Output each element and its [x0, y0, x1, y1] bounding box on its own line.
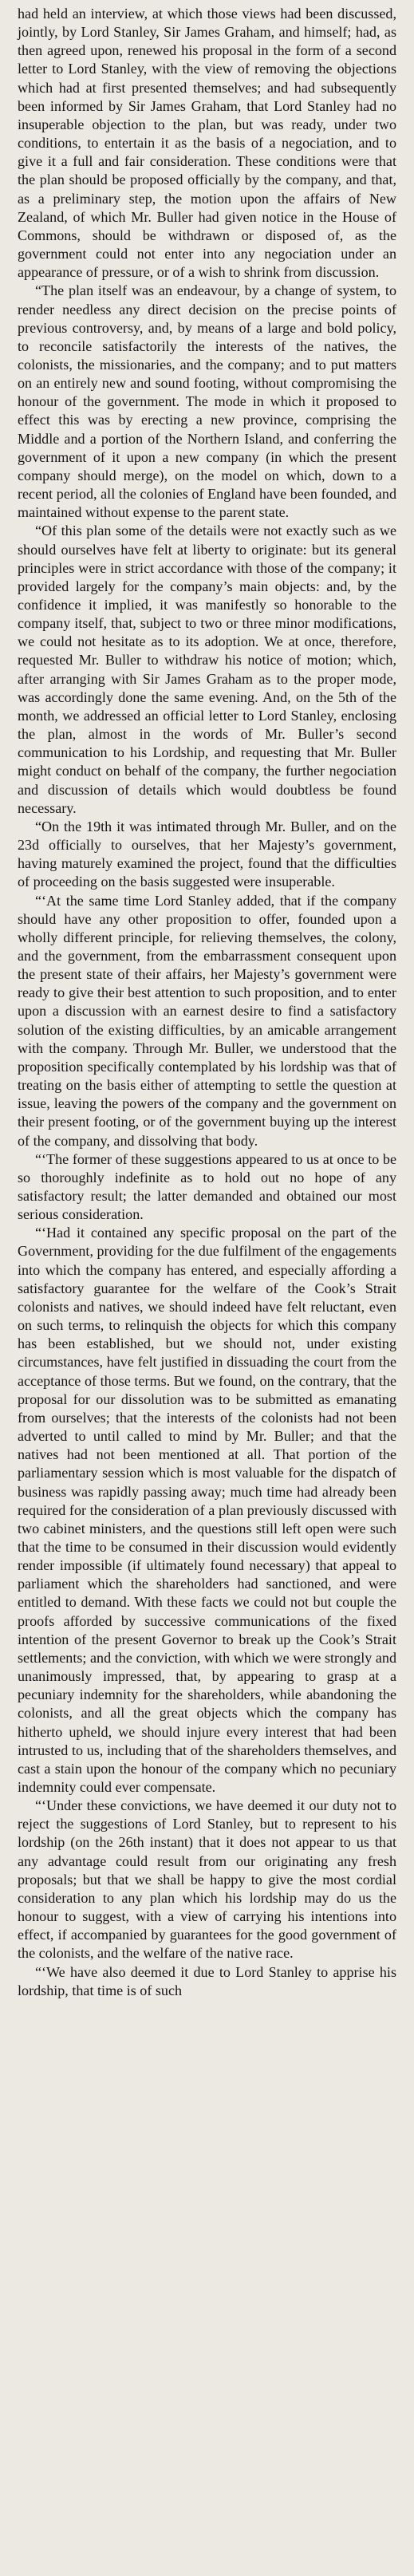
paragraph-1: had held an interview, at which those views had been discussed, jointly, by Lord Stanley, Sir James Graham, and himself; had, as then agreed upon, renewed his proposal in the form of a second letter to Lord Stanley, with the view of removing the objections which had at first presented themselves; and had subsequently been informed by Sir James Graham, that Lord Stanley had no insuperable objection to the plan, but was ready, under two conditions, to entertain it as the basis of a negociation, and to give it a full and fair consideration. These conditions were that the plan should be proposed officially by the company, and that, as a preliminary step, the motion upon the affairs of New Zealand, of which Mr. Buller had given notice in the House of Commons, should be withdrawn or disposed of, as the government could not enter into any negociation under an appearance of pressure, or of a wish to shrink from discussion.: [18, 6, 396, 281]
paragraph-9: “‘We have also deemed it due to Lord Stanley to apprise his lordship, that time is of such: [18, 1963, 396, 1998]
paragraph-7: “‘Had it contained any specific proposal on the part of the Government, providing for the due fulfilment of the engagements into which the company has entered, and especially affording a satisfactory guarantee for the welfare of the Cook’s Strait colonists and natives, we should indeed have felt reluctant, even on such terms, to relinquish the objects for which this company has been established, but we should not, under existing circumstances, have felt justified in dissuading the court from the acceptance of those terms. But we found, on the contrary, that the proposal for our dissolution was to be submitted as emanating from ourselves; that the interests of the colonists had not been adverted to until called to mind by Mr. Buller; and that the natives had not been mentioned at all. That portion of the parliamentary session which is most valuable for the dispatch of business was rapidly passing away; much time had already been required for the consideration of a plan previously discussed with two cabinet ministers, and the questions still left open were such that the time to be consumed in their discussion would evidently render impossible (if ultimately found necessary) that appeal to parliament which the shareholders had sanctioned, and were entitled to demand. With these facts we could not but couple the proofs afforded by successive communications of the fixed intention of the present Governor to break up the Cook’s Strait settlements; and the conviction, with which we were strongly and unanimously impressed, that, by appearing to grasp at a pecuniary indemnity for the shareholders, while abandoning the colonists, and all the great objects which the company has hitherto upheld, we should injure every interest that had been intrusted to us, including that of the shareholders themselves, and cast a stain upon the honour of the company which no pecuniary indemnity could ever compensate.: [18, 1225, 396, 1795]
paragraph-8: “‘Under these convictions, we have deemed it our duty not to reject the suggestions of Lord Stanley, but to represent to his lordship (on the 26th instant) that it does not appear to us that any advantage could result from our originating any fresh proposals; but that we shall be happy to give the most cordial consideration to any plan which his lordship may do us the honour to suggest, with a view of carrying his intentions into effect, if accompanied by guarantees for the good government of the colonists, and the welfare of the native race.: [18, 1797, 396, 1962]
paragraph-2: “The plan itself was an endeavour, by a change of system, to render needless any direct decision on the precise points of previous controversy, and, by means of a large and bold policy, to reconcile satisfactorily the interests of the natives, the colonists, the missionaries, and the company; and to put matters on an entirely new and sound footing, without compromising the honour of the government. The mode in which it proposed to effect this was by erecting a new province, comprising the Middle and a portion of the Northern Island, and conferring the government of it upon a new company (in which the present company should merge), on the model on which, down to a recent period, all the colonies of England have been founded, and maintained without expense to the parent state.: [18, 282, 396, 521]
paragraph-4: “On the 19th it was intimated through Mr. Buller, and on the 23d officially to ourselves, that her Majesty’s government, having maturely examined the project, found that the difficulties of proceeding on the basis suggested were insuperable.: [18, 818, 396, 890]
paragraph-6: “‘The former of these suggestions appeared to us at once to be so thoroughly indefinite as to hold out no hope of any satisfactory result; the latter demanded and obtained our most serious consideration.: [18, 1150, 396, 1223]
paragraph-5: “‘At the same time Lord Stanley added, that if the company should have any other proposition to offer, founded upon a wholly different principle, for relieving themselves, the colony, and the government, from the embarrassment consequent upon the present state of their affairs, her Majesty’s government were ready to give their best attention to such proposition, and to enter upon a discussion with an earnest desire to find a satisfactory solution of the existing difficulties, by an amicable arrangement with the company. Through Mr. Buller, we understood that the proposition specifically contemplated by his lordship was that of treating on the basis either of attempting to settle the question at issue, leaving the powers of the company and the government on their present footing, or of the government buying up the interest of the company, and dissolving that body.: [18, 892, 396, 1149]
paragraph-3: “Of this plan some of the details were not exactly such as we should ourselves have felt at liberty to originate: but its general principles were in strict accordance with those of the company; it provided largely for the company’s main objects: and, by the confidence it implied, it was manifestly so honorable to the company itself, that, subject to two or three minor modifications, we could not hesitate as to its adoption. We at once, therefore, requested Mr. Buller to withdraw his notice of motion; which, after arranging with Sir James Graham as to the proper mode, was accordingly done the same evening. And, on the 5th of the month, we addressed an official letter to Lord Stanley, enclosing the plan, almost in the words of Mr. Buller’s second communication to his Lordship, and requesting that Mr. Buller might conduct on behalf of the company, the further negociation and discussion of details which would doubtless be found necessary.: [18, 523, 396, 816]
